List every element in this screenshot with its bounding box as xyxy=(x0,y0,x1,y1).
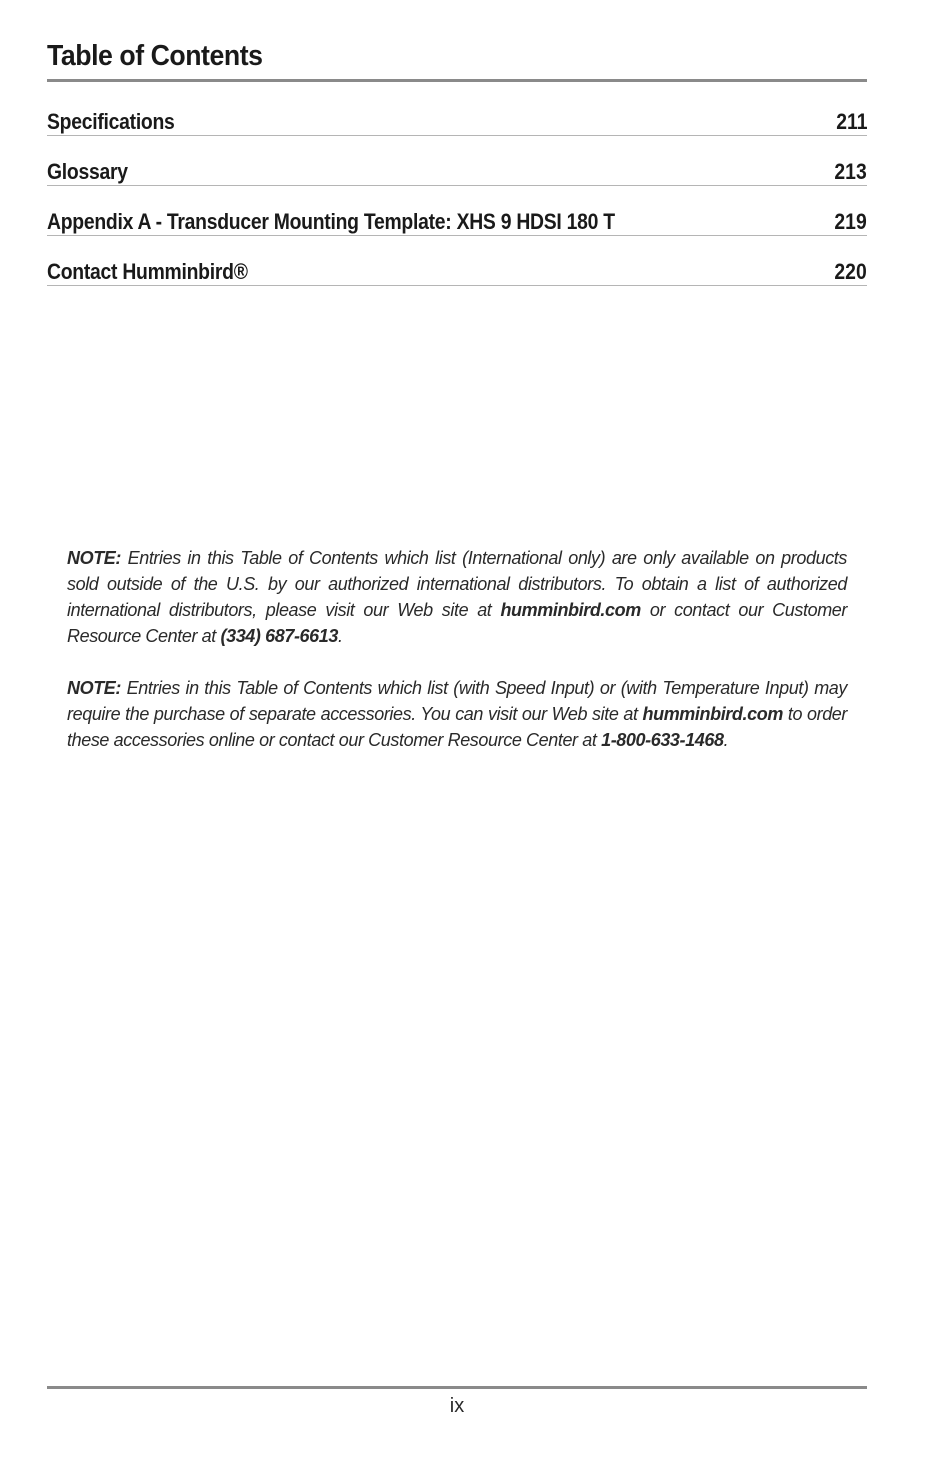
toc-entry-specifications[interactable] xyxy=(47,104,867,154)
toc-entry-title[interactable]: Contact Humminbird® xyxy=(47,259,248,284)
toc-entry-contact-humminbird[interactable] xyxy=(47,254,867,304)
website-link[interactable]: humminbird.com xyxy=(500,600,641,620)
toc-list xyxy=(47,104,867,304)
note-text: Entries in this Table of Contents which list (International only) are only available on products sold outside of the U.S. by our authorized international distributors. To obtain a list of authorized international distributors, please visit our Web site at xyxy=(67,548,847,620)
toc-entry-page[interactable]: 213 xyxy=(834,159,867,184)
toc-entry-divider xyxy=(47,285,867,286)
note-text: Entries in this Table of Contents which list (with Speed Input) or (with Temperature Input) may require the purchase of separate accessories. You can visit our Web site at xyxy=(67,678,847,724)
note-label: NOTE: xyxy=(67,548,121,568)
toc-entry-page[interactable]: 211 xyxy=(835,109,867,134)
note-text: to order these accessories online or contact our Customer Resource Center at xyxy=(67,704,848,750)
note-label: NOTE: xyxy=(67,678,121,698)
toc-entry-title[interactable]: Glossary xyxy=(47,159,128,184)
page-number: ix xyxy=(449,1395,465,1417)
toc-entry-title[interactable]: Specifications xyxy=(47,109,175,134)
phone-number: 1-800-633-1468 xyxy=(601,730,724,750)
notes-section xyxy=(67,545,847,779)
website-link[interactable]: humminbird.com xyxy=(642,704,783,724)
toc-entry-glossary[interactable] xyxy=(47,154,867,204)
note-text: or contact our Customer Resource Center at xyxy=(67,600,848,646)
note-accessories xyxy=(67,675,847,753)
toc-entry-title[interactable]: Appendix A - Transducer Mounting Template: XHS 9 HDSI 180 T xyxy=(47,209,615,234)
note-end: . xyxy=(337,626,343,646)
page-title: Table of Contents xyxy=(47,40,263,72)
phone-number: (334) 687-6613 xyxy=(220,626,338,646)
note-end: . xyxy=(723,730,729,750)
note-international xyxy=(67,545,847,649)
toc-entry-page[interactable]: 219 xyxy=(834,209,867,234)
toc-entry-appendix-a[interactable] xyxy=(47,204,867,254)
toc-entry-divider xyxy=(47,185,867,186)
toc-entry-divider xyxy=(47,135,867,136)
toc-entry-divider xyxy=(47,235,867,236)
title-divider xyxy=(47,79,867,82)
toc-entry-page[interactable]: 220 xyxy=(834,259,867,284)
footer-divider xyxy=(47,1386,867,1389)
